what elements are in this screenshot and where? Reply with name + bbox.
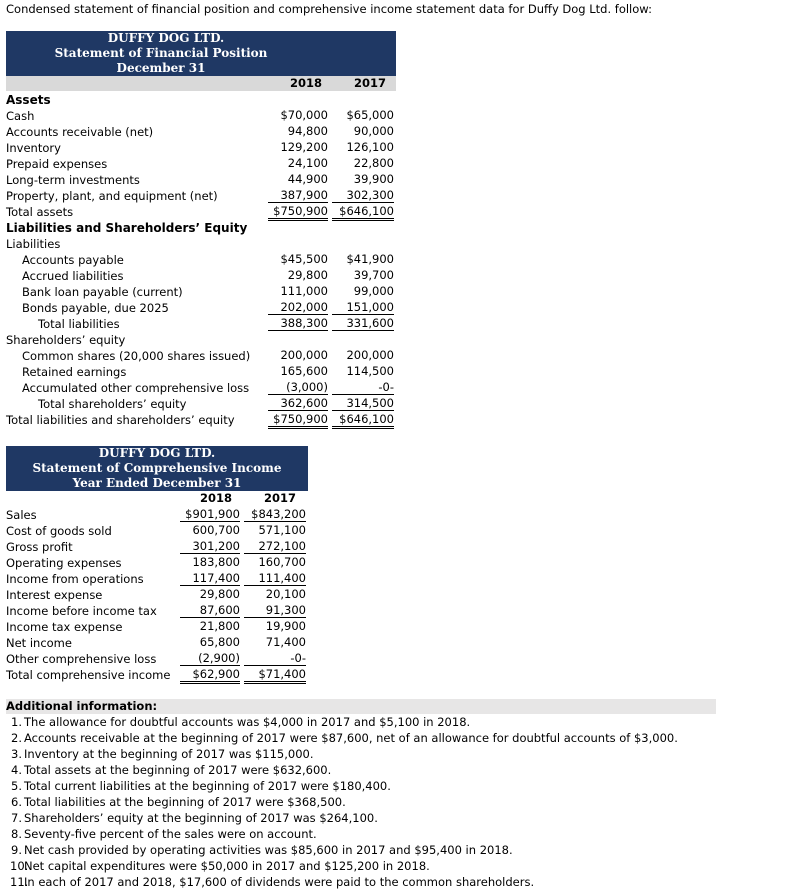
note-number: 8.	[11, 827, 22, 841]
note-text: Inventory at the beginning of 2017 was $115,000.	[24, 747, 314, 761]
fp-equity-row	[0, 396, 785, 412]
note-item	[10, 826, 317, 842]
value-2018: 21,800	[199, 619, 240, 633]
value-2017: 71,400	[265, 635, 306, 649]
value-2018: (3,000)	[268, 380, 328, 395]
value-2017: 91,300	[244, 603, 306, 618]
fp-asset-row	[0, 108, 785, 124]
value-2017: 90,000	[353, 124, 394, 138]
value-2017: $71,400	[244, 667, 306, 684]
ci-row	[0, 523, 785, 539]
fp-asset-row	[0, 124, 785, 140]
value-2017: $843,200	[244, 507, 306, 522]
value-2018: $62,900	[180, 667, 240, 684]
fp-header	[6, 31, 396, 76]
row-label: Total assets	[6, 205, 74, 219]
row-label: Bank loan payable (current)	[22, 285, 183, 299]
note-item	[10, 794, 346, 810]
row-label: Accrued liabilities	[22, 269, 124, 283]
note-item	[10, 810, 378, 826]
fp-total-assets-row	[0, 204, 785, 220]
value-2018: 24,100	[287, 156, 328, 170]
note-number: 1.	[11, 715, 22, 729]
row-label: Income from operations	[6, 572, 144, 586]
row-label: Income before income tax	[6, 604, 157, 618]
fp-assets-heading: Assets	[6, 93, 51, 107]
value-2017: $646,100	[332, 412, 394, 429]
value-2017: 114,500	[346, 364, 394, 378]
value-2017: 272,100	[244, 539, 306, 554]
value-2017: 331,600	[332, 316, 394, 331]
value-2018: 87,600	[180, 603, 240, 618]
value-2017: 39,900	[353, 172, 394, 186]
note-item	[10, 842, 513, 858]
value-2018: 388,300	[268, 316, 328, 331]
row-label: Accumulated other comprehensive loss	[22, 381, 250, 395]
fp-asset-row	[0, 188, 785, 204]
ci-title-period: Year Ended December 31	[72, 476, 242, 490]
row-label: Total shareholders’ equity	[38, 397, 187, 411]
ci-row	[0, 651, 785, 667]
fp-col-2017: 2017	[353, 76, 386, 90]
row-label: Income tax expense	[6, 620, 123, 634]
fp-equity-heading: Shareholders’ equity	[6, 333, 126, 347]
value-2018: 129,200	[280, 140, 328, 154]
row-label: Gross profit	[6, 540, 73, 554]
note-number: 11.	[10, 875, 29, 889]
fp-total-liabilities-row	[0, 316, 785, 332]
ci-column-header	[6, 491, 308, 506]
row-label: Total liabilities and shareholders’ equity	[6, 413, 235, 427]
value-2017: 39,700	[353, 268, 394, 282]
fp-title-date: December 31	[116, 61, 206, 75]
ci-total-row	[0, 667, 785, 683]
row-label: Interest expense	[6, 588, 103, 602]
fp-column-header	[6, 76, 396, 91]
value-2018: 362,600	[268, 396, 328, 411]
note-text: Shareholders’ equity at the beginning of 2017 was $264,100.	[24, 811, 378, 825]
note-item	[10, 730, 678, 746]
row-label: Bonds payable, due 2025	[22, 301, 169, 315]
ci-row	[0, 555, 785, 571]
note-number: 9.	[11, 843, 22, 857]
ci-row	[0, 619, 785, 635]
value-2017: 99,000	[353, 284, 394, 298]
note-text: Net capital expenditures were $50,000 in 2017 and $125,200 in 2018.	[24, 859, 430, 873]
value-2018: $750,900	[268, 204, 328, 221]
value-2017: -0-	[332, 380, 394, 395]
value-2018: 111,000	[280, 284, 328, 298]
row-label: Total liabilities	[38, 317, 120, 331]
fp-liabilities-heading: Liabilities	[6, 237, 61, 251]
note-number: 6.	[11, 795, 22, 809]
row-label: Prepaid expenses	[6, 157, 108, 171]
note-text: In each of 2017 and 2018, $17,600 of dividends were paid to the common shareholders.	[24, 875, 535, 889]
value-2018: 600,700	[192, 523, 240, 537]
fp-liability-row	[0, 300, 785, 316]
ci-row	[0, 603, 785, 619]
note-number: 2.	[11, 731, 22, 745]
value-2018: 387,900	[268, 188, 328, 203]
note-number: 7.	[11, 811, 22, 825]
ci-row	[0, 539, 785, 555]
ci-row	[0, 587, 785, 603]
fp-liability-row	[0, 268, 785, 284]
value-2017: 151,000	[332, 300, 394, 315]
value-2017: 571,100	[258, 523, 306, 537]
fp-title-statement: Statement of Financial Position	[54, 46, 268, 60]
value-2018: 65,800	[199, 635, 240, 649]
fp-total-liab-equity-row	[0, 412, 785, 428]
value-2018: $70,000	[280, 108, 328, 122]
value-2018: 165,600	[280, 364, 328, 378]
ci-col-2017: 2017	[263, 491, 296, 505]
value-2018: 29,800	[199, 587, 240, 601]
note-item	[10, 762, 331, 778]
value-2018: 183,800	[192, 555, 240, 569]
value-2017: $646,100	[332, 204, 394, 221]
note-number: 4.	[11, 763, 22, 777]
value-2017: 200,000	[346, 348, 394, 362]
row-label: Operating expenses	[6, 556, 122, 570]
ci-row	[0, 507, 785, 523]
value-2017: 20,100	[265, 587, 306, 601]
row-label: Long-term investments	[6, 173, 140, 187]
note-item	[10, 714, 470, 730]
row-label: Other comprehensive loss	[6, 652, 157, 666]
value-2017: 19,900	[265, 619, 306, 633]
ci-row	[0, 635, 785, 651]
value-2018: 301,200	[180, 539, 240, 554]
row-label: Common shares (20,000 shares issued)	[22, 349, 251, 363]
value-2017: 22,800	[353, 156, 394, 170]
fp-title-company: DUFFY DOG LTD.	[107, 31, 225, 45]
value-2018: 200,000	[280, 348, 328, 362]
row-label: Accounts payable	[22, 253, 124, 267]
note-text: Accounts receivable at the beginning of 2017 were $87,600, net of an allowance for doubtful accounts of $3,000.	[24, 731, 678, 745]
note-text: Total assets at the beginning of 2017 were $632,600.	[24, 763, 332, 777]
row-label: Cash	[6, 109, 35, 123]
fp-liability-row	[0, 252, 785, 268]
note-item	[10, 874, 534, 890]
note-item	[10, 858, 430, 874]
ci-col-2018: 2018	[199, 491, 232, 505]
value-2017: 126,100	[346, 140, 394, 154]
ci-row	[0, 571, 785, 587]
value-2017: $65,000	[346, 108, 394, 122]
value-2018: 94,800	[287, 124, 328, 138]
fp-asset-row	[0, 156, 785, 172]
value-2017: 160,700	[258, 555, 306, 569]
note-number: 5.	[11, 779, 22, 793]
ci-title-company: DUFFY DOG LTD.	[98, 446, 216, 460]
value-2017: 314,500	[332, 396, 394, 411]
row-label: Cost of goods sold	[6, 524, 112, 538]
additional-info-heading: Additional information:	[6, 699, 716, 714]
note-text: Net cash provided by operating activities was $85,600 in 2017 and $95,400 in 2018.	[24, 843, 513, 857]
value-2017: -0-	[244, 651, 306, 666]
value-2018: 44,900	[287, 172, 328, 186]
value-2017: 111,400	[244, 571, 306, 586]
note-text: Total current liabilities at the beginning of 2017 were $180,400.	[24, 779, 391, 793]
note-item	[10, 778, 391, 794]
fp-asset-row	[0, 172, 785, 188]
note-text: Total liabilities at the beginning of 2017 were $368,500.	[24, 795, 346, 809]
value-2018: 202,000	[268, 300, 328, 315]
fp-equity-row	[0, 380, 785, 396]
row-label: Retained earnings	[22, 365, 127, 379]
fp-col-2018: 2018	[289, 76, 322, 90]
value-2018: $750,900	[268, 412, 328, 429]
row-label: Total comprehensive income	[6, 668, 171, 682]
value-2018: (2,900)	[180, 651, 240, 666]
row-label: Accounts receivable (net)	[6, 125, 154, 139]
value-2018: 29,800	[287, 268, 328, 282]
value-2018: $45,500	[280, 252, 328, 266]
row-label: Inventory	[6, 141, 61, 155]
row-label: Net income	[6, 636, 72, 650]
row-label: Sales	[6, 508, 37, 522]
fp-equity-row	[0, 364, 785, 380]
fp-liab-eq-heading: Liabilities and Shareholders’ Equity	[6, 221, 248, 235]
value-2017: 302,300	[332, 188, 394, 203]
value-2018: 117,400	[180, 571, 240, 586]
ci-title-statement: Statement of Comprehensive Income	[32, 461, 282, 475]
intro-text: Condensed statement of financial position and comprehensive income statement data for Duffy Dog Ltd. follow:	[6, 2, 652, 16]
fp-asset-row	[0, 140, 785, 156]
value-2017: $41,900	[346, 252, 394, 266]
note-number: 10.	[10, 859, 29, 873]
fp-liability-row	[0, 284, 785, 300]
ci-header	[6, 446, 308, 491]
note-text: Seventy-five percent of the sales were on account.	[24, 827, 317, 841]
row-label: Property, plant, and equipment (net)	[6, 189, 218, 203]
value-2018: $901,900	[180, 507, 240, 522]
note-item	[10, 746, 314, 762]
note-text: The allowance for doubtful accounts was $4,000 in 2017 and $5,100 in 2018.	[24, 715, 471, 729]
fp-equity-row	[0, 348, 785, 364]
note-number: 3.	[11, 747, 22, 761]
